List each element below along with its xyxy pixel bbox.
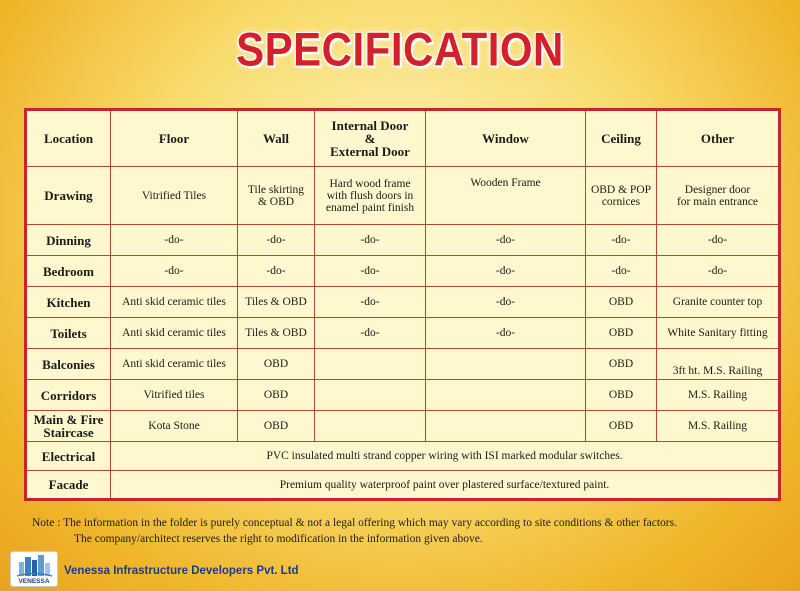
cell-window xyxy=(426,349,586,380)
row-label: Drawing xyxy=(26,167,111,225)
specification-table xyxy=(24,108,781,501)
cell-wall-line-2: & OBD xyxy=(257,195,295,208)
cell-wall: OBD xyxy=(238,411,315,442)
cell-electrical-spec: PVC insulated multi strand copper wiring with ISI marked modular switches. xyxy=(111,442,780,471)
cell-wall: -do- xyxy=(238,225,315,256)
header-door-line-3: External Door xyxy=(330,144,410,159)
table-row-electrical xyxy=(26,442,780,471)
cell-ceiling: OBD xyxy=(586,287,657,318)
cell-ceiling xyxy=(586,167,657,225)
cell-ceiling-line-1: OBD & POP xyxy=(590,183,652,196)
cell-floor: Kota Stone xyxy=(111,411,238,442)
cell-other xyxy=(657,167,780,225)
table-row-drawing xyxy=(26,167,780,225)
cell-ceiling: -do- xyxy=(586,225,657,256)
row-label: Dinning xyxy=(26,225,111,256)
cell-wall: OBD xyxy=(238,380,315,411)
header-wall: Wall xyxy=(238,110,315,167)
cell-other-line-2: for main entrance xyxy=(676,195,759,208)
cell-door: -do- xyxy=(315,225,426,256)
cell-ceiling: OBD xyxy=(586,411,657,442)
cell-floor: Anti skid ceramic tiles xyxy=(111,349,238,380)
cell-window xyxy=(426,411,586,442)
cell-other: Granite counter top xyxy=(657,287,780,318)
cell-floor: -do- xyxy=(111,225,238,256)
table-row-kitchen xyxy=(26,287,780,318)
cell-door xyxy=(315,380,426,411)
company-name: Venessa Infrastructure Developers Pvt. Ltd xyxy=(64,565,299,577)
cell-door xyxy=(315,411,426,442)
cell-other: M.S. Railing xyxy=(657,380,780,411)
header-other: Other xyxy=(657,110,780,167)
cell-ceiling: OBD xyxy=(586,380,657,411)
cell-door: -do- xyxy=(315,318,426,349)
cell-wall: -do- xyxy=(238,256,315,287)
cell-other: 3ft ht. M.S. Railing xyxy=(657,349,780,380)
cell-ceiling: OBD xyxy=(586,318,657,349)
cell-floor: Anti skid ceramic tiles xyxy=(111,287,238,318)
cell-window: -do- xyxy=(426,256,586,287)
header-location: Location xyxy=(26,110,111,167)
header-door xyxy=(315,110,426,167)
buildings-logo-icon xyxy=(11,552,57,586)
row-label: Electrical xyxy=(26,442,111,471)
table-row-staircase xyxy=(26,411,780,442)
row-label-line-2: Staircase xyxy=(43,425,94,440)
table-row-dinning xyxy=(26,225,780,256)
cell-other: White Sanitary fitting xyxy=(657,318,780,349)
cell-floor: Vitrified Tiles xyxy=(111,167,238,225)
cell-floor: Vitrified tiles xyxy=(111,380,238,411)
row-label xyxy=(26,411,111,442)
cell-window xyxy=(426,380,586,411)
header-door-line-1: Internal Door xyxy=(331,118,409,133)
cell-wall xyxy=(238,167,315,225)
row-label: Kitchen xyxy=(26,287,111,318)
cell-ceiling: -do- xyxy=(586,256,657,287)
cell-other: -do- xyxy=(657,256,780,287)
page-title: SPECIFICATION xyxy=(236,23,564,76)
cell-wall: Tiles & OBD xyxy=(238,318,315,349)
logo-wordmark: VENESSA xyxy=(18,578,50,585)
cell-door-line-3: enamel paint finish xyxy=(325,201,415,214)
table-row-bedroom xyxy=(26,256,780,287)
cell-ceiling-line-2: cornices xyxy=(601,195,641,208)
table-row-toilets xyxy=(26,318,780,349)
row-label: Balconies xyxy=(26,349,111,380)
cell-other: -do- xyxy=(657,225,780,256)
row-label: Corridors xyxy=(26,380,111,411)
cell-door xyxy=(315,349,426,380)
table-row-corridors xyxy=(26,380,780,411)
cell-wall: Tiles & OBD xyxy=(238,287,315,318)
company-logo xyxy=(10,551,58,587)
cell-door xyxy=(315,167,426,225)
row-label-line-1: Main & Fire xyxy=(33,412,104,427)
disclaimer-note xyxy=(32,515,772,547)
table-header-row xyxy=(26,110,780,167)
cell-floor: -do- xyxy=(111,256,238,287)
cell-floor: Anti skid ceramic tiles xyxy=(111,318,238,349)
cell-door-line-1: Hard wood frame xyxy=(329,177,411,190)
cell-wall: OBD xyxy=(238,349,315,380)
header-ceiling: Ceiling xyxy=(586,110,657,167)
header-door-line-2: & xyxy=(364,131,376,146)
cell-door: -do- xyxy=(315,287,426,318)
cell-facade-spec: Premium quality waterproof paint over plastered surface/textured paint. xyxy=(111,471,780,500)
cell-door-line-2: with flush doors in xyxy=(326,189,414,202)
cell-window: Wooden Frame xyxy=(426,167,586,225)
cell-ceiling: OBD xyxy=(586,349,657,380)
cell-other: M.S. Railing xyxy=(657,411,780,442)
cell-window: -do- xyxy=(426,225,586,256)
row-label: Facade xyxy=(26,471,111,500)
table-row-balconies xyxy=(26,349,780,380)
table-row-facade xyxy=(26,471,780,500)
note-line-1: Note : The information in the folder is purely conceptual & not a legal offering which may vary according to site conditions & other factors. xyxy=(32,517,677,529)
header-window: Window xyxy=(426,110,586,167)
cell-other-line-1: Designer door xyxy=(684,183,751,196)
note-line-2: The company/architect reserves the right to modification in the information given above. xyxy=(74,533,483,545)
row-label: Bedroom xyxy=(26,256,111,287)
cell-window: -do- xyxy=(426,318,586,349)
header-floor: Floor xyxy=(111,110,238,167)
cell-window: -do- xyxy=(426,287,586,318)
cell-wall-line-1: Tile skirting xyxy=(247,183,305,196)
row-label: Toilets xyxy=(26,318,111,349)
cell-door: -do- xyxy=(315,256,426,287)
